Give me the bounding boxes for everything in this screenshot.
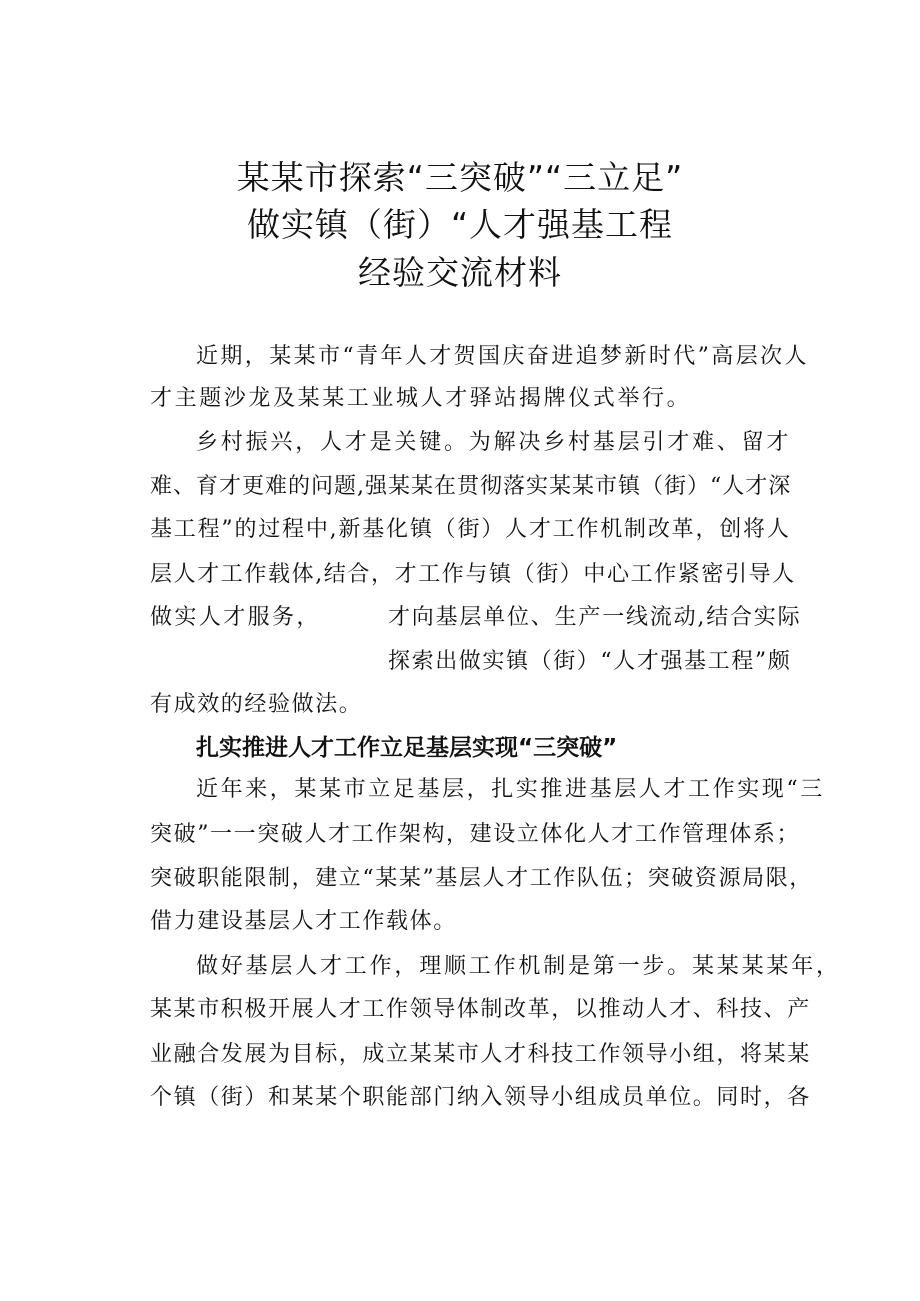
para2-line-1: 乡村振兴，人才是关键。为解决乡村基层引才难、留才 (196, 430, 792, 455)
para2-line-2: 难、育才更难的问题,强某某在贯彻落实某某市镇（街）“人才深 (150, 474, 792, 499)
para2-line-3: 基工程”的过程中,新基化镇（街）人才工作机制改革，创将人 (150, 517, 791, 542)
para4-line-4: 个镇（街）和某某个职能部门纳入领导小组成员单位。同时，各 (150, 1085, 811, 1110)
para2-line-8: 有成效的经验做法。 (150, 692, 363, 717)
para3-line-2: 突破”一一突破人才工作架构，建设立体化人才工作管理体系； (150, 822, 801, 847)
intro-line-1: 近期，某某市“青年人才贺国庆奋进追梦新时代”高层次人 (196, 344, 809, 369)
para4-line-3: 业融合发展为目标，成立某某市人才科技工作领导小组，将某某 (150, 1042, 811, 1067)
intro-line-2: 才主题沙龙及某某工业城人才驿站揭牌仪式举行。 (150, 386, 692, 411)
para3-line-4: 借力建设基层人才工作载体。 (150, 909, 457, 934)
para3-line-1: 近年来，某某市立足基层，扎实推进基层人才工作实现“三 (196, 777, 825, 802)
title-line-2: 做实镇（街）“人才强基工程 (246, 205, 674, 244)
para2-line-5: 做实人才服务， (150, 605, 321, 630)
para2-line-4: 层人才工作载体,结合，才工作与镇（街）中心工作紧密引导人 (150, 562, 796, 587)
title-line-1: 某某市探索“三突破”“三立足” (236, 158, 684, 197)
section-heading: 扎实推进人才工作立足基层实现“三突破” (196, 735, 618, 761)
para3-line-3: 突破职能限制，建立“某某”基层人才工作队伍；突破资源局限， (150, 866, 813, 891)
para2-line-7: 探索出做实镇（街）“人才强基工程”颇 (388, 649, 792, 674)
para4-line-1: 做好基层人才工作，理顺工作机制是第一步。某某某某年， (196, 954, 841, 979)
title-line-3: 经验交流材料 (358, 253, 562, 292)
para2-line-6: 才向基层单位、生产一线流动,结合实际 (388, 605, 802, 630)
para4-line-2: 某某市积极开展人才工作领导体制改革，以推动人才、科技、产 (150, 997, 811, 1022)
